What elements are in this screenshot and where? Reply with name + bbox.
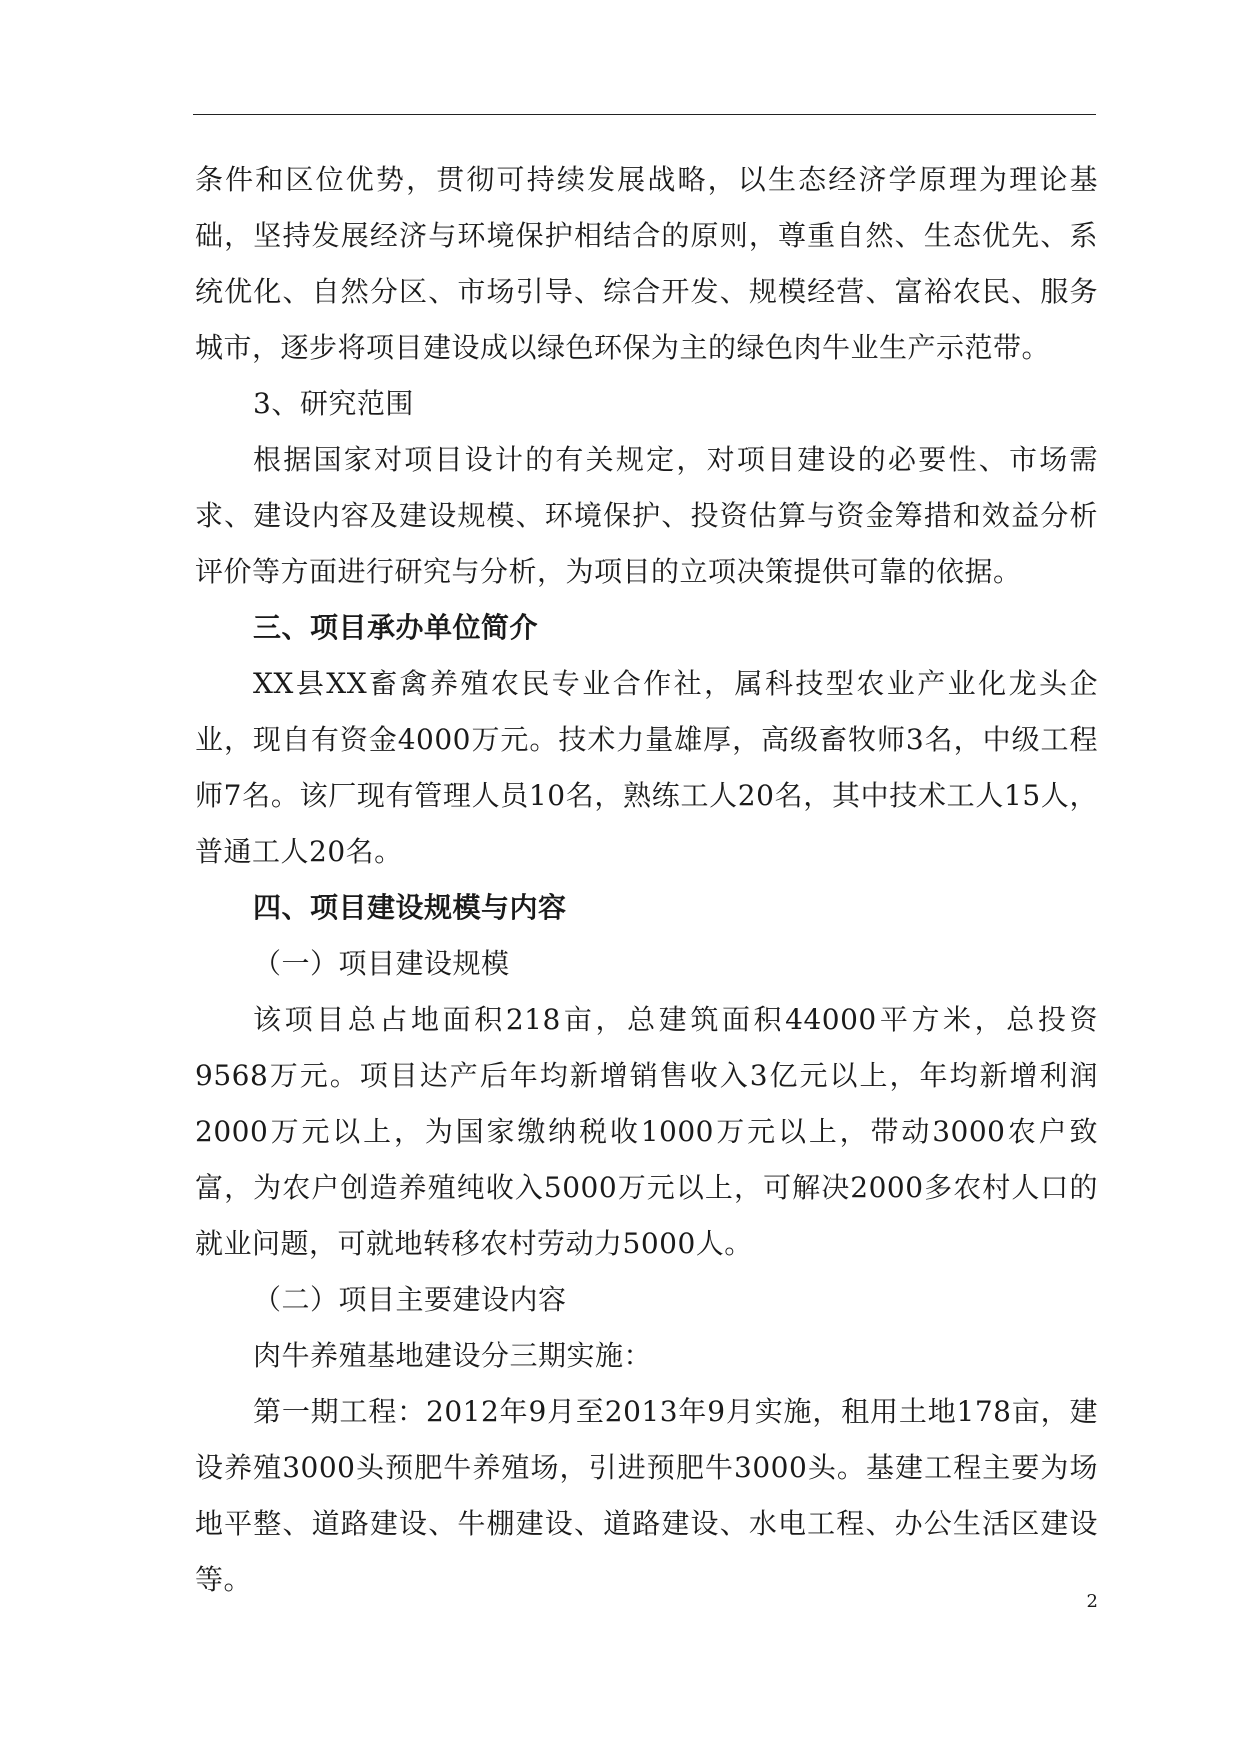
paragraph-phases-intro: 肉牛养殖基地建设分三期实施： xyxy=(253,1339,653,1372)
document-body xyxy=(195,152,1098,1608)
paragraph-phase-one: 第一期工程：2012年9月至2013年9月实施，租用土地178亩，建设养殖3000头预肥牛养殖场，引进预肥牛3000头。基建工程主要为场地平整、道路建设、牛棚建设、道路建设、水电工程、办公生活区建设等。 xyxy=(195,1395,1098,1596)
paragraph-construction-scale: 该项目总占地面积218亩，总建筑面积44000平方米，总投资9568万元。项目达产后年均新增销售收入3亿元以上，年均新增利润2000万元以上，为国家缴纳税收1000万元以上，带动3000农户致富，为农户创造养殖纯收入5000万元以上，可解决2000多农村人口的就业问题，可就地转移农村劳动力5000人。 xyxy=(195,1003,1098,1260)
paragraph-principles: 条件和区位优势，贯彻可持续发展战略，以生态经济学原理为理论基础，坚持发展经济与环境保护相结合的原则，尊重自然、生态优先、系统优化、自然分区、市场引导、综合开发、规模经营、富裕农民、服务城市，逐步将项目建设成以绿色环保为主的绿色肉牛业生产示范带。 xyxy=(195,163,1098,364)
heading-research-scope: 3、研究范围 xyxy=(253,387,414,420)
page-number: 2 xyxy=(1086,1591,1098,1612)
heading-organizer: 三、项目承办单位简介 xyxy=(253,611,539,644)
header-rule xyxy=(193,114,1096,115)
heading-main-content: （二）项目主要建设内容 xyxy=(253,1283,567,1316)
paragraph-research-scope: 根据国家对项目设计的有关规定，对项目建设的必要性、市场需求、建设内容及建设规模、环境保护、投资估算与资金筹措和效益分析评价等方面进行研究与分析，为项目的立项决策提供可靠的依据。 xyxy=(195,443,1098,588)
paragraph-organizer: XX县XX畜禽养殖农民专业合作社，属科技型农业产业化龙头企业，现自有资金4000万元。技术力量雄厚，高级畜牧师3名，中级工程师7名。该厂现有管理人员10名，熟练工人20名，其中技术工人15人，普通工人20名。 xyxy=(195,667,1098,868)
heading-scale-content: 四、项目建设规模与内容 xyxy=(253,891,567,924)
heading-construction-scale: （一）项目建设规模 xyxy=(253,947,510,980)
